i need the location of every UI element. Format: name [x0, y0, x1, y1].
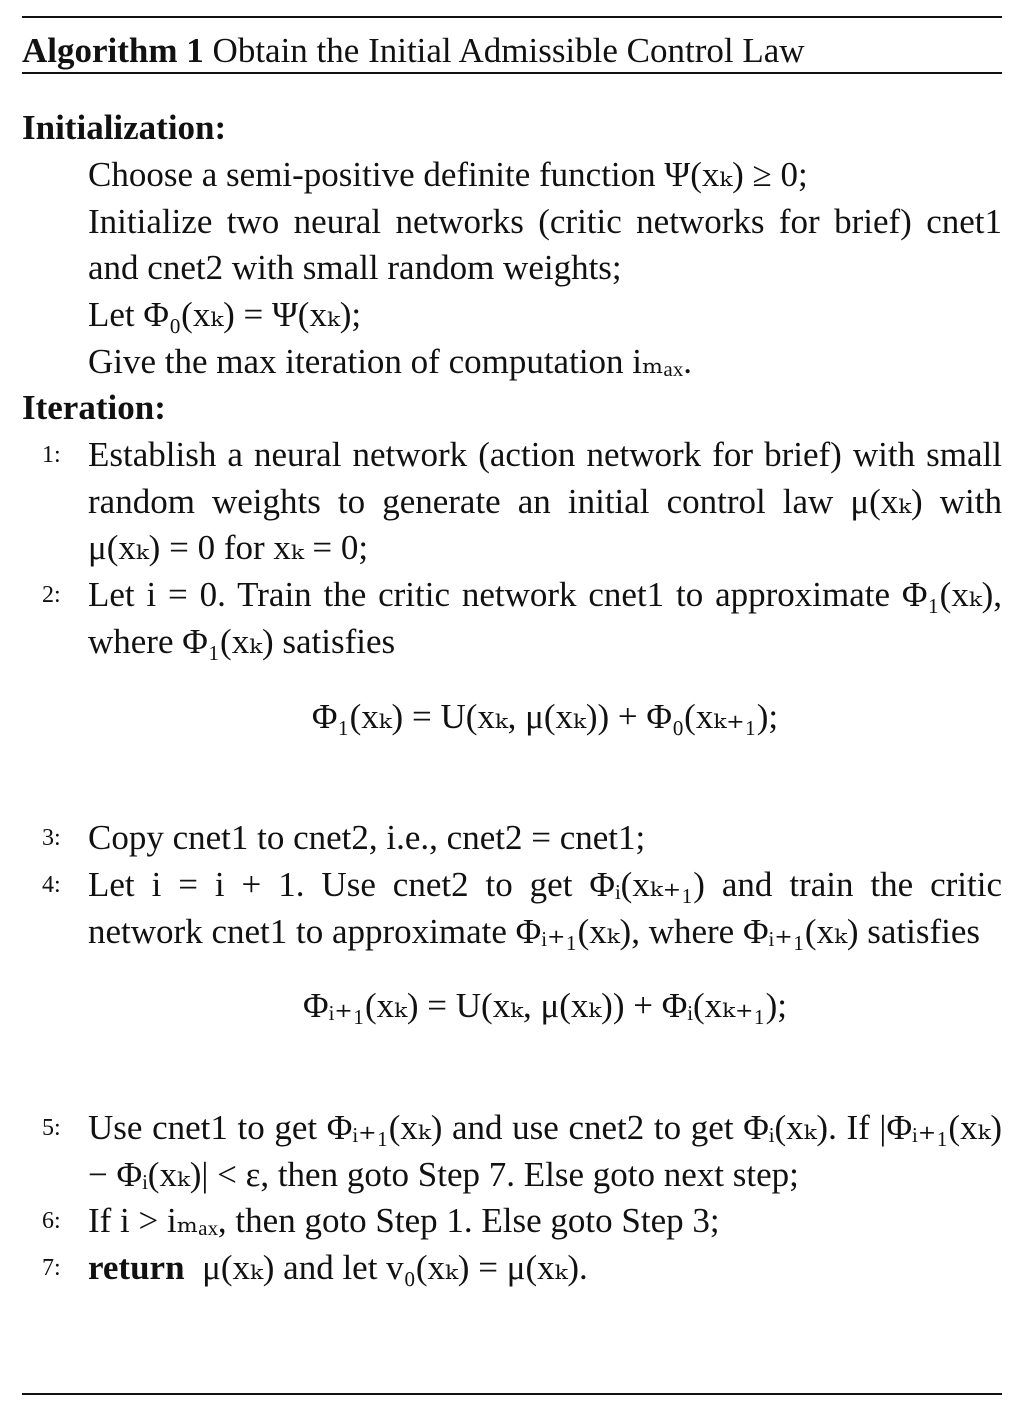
- initialization-title: Initialization:: [22, 108, 227, 147]
- step-2: [22, 572, 1002, 665]
- return-expression: μ(xₖ) and let v₀(xₖ) = μ(xₖ).: [202, 1248, 588, 1288]
- step-5: [22, 1105, 1002, 1198]
- step-number: 7:: [42, 1255, 61, 1282]
- step-6: [22, 1198, 1002, 1245]
- init-line-3: Let Φ₀(xₖ) = Ψ(xₖ);: [88, 295, 362, 335]
- step-text: Let i = i + 1. Use cnet2 to get Φᵢ(xₖ₊₁) and train the critic network cnet1 to approximate Φᵢ₊₁(xₖ), where Φᵢ₊₁(xₖ) satisfies: [88, 864, 1002, 951]
- return-keyword: return: [88, 1248, 185, 1288]
- iteration-title: Iteration:: [22, 388, 166, 427]
- step-number: 4:: [42, 871, 61, 898]
- step-text: [88, 1245, 1002, 1292]
- step-text: If i > iₘₐₓ, then goto Step 1. Else goto Step 3;: [88, 1201, 720, 1241]
- top-rule: [22, 16, 1002, 18]
- step-3: [22, 815, 1002, 862]
- step-number: 2:: [42, 582, 61, 609]
- init-line-2: Initialize two neural networks (critic networks for brief) cnet1 and cnet2 with small random weights;: [88, 201, 1002, 288]
- step-7: [22, 1245, 1002, 1292]
- step-number: 3:: [42, 825, 61, 852]
- step-number: 5:: [42, 1115, 61, 1142]
- equation-step-4: Φᵢ₊₁(xₖ) = U(xₖ, μ(xₖ)) + Φᵢ(xₖ₊₁);: [302, 986, 788, 1026]
- initialization-block: [88, 152, 1002, 386]
- step-text: Establish a neural network (action network for brief) with small random weights to generate an initial control law μ(xₖ) with μ(xₖ) = 0 for xₖ = 0;: [88, 435, 1002, 568]
- bottom-rule: [22, 1393, 1002, 1395]
- iteration-block: [22, 432, 1002, 1292]
- step-number: 6:: [42, 1208, 61, 1235]
- algorithm-title: Obtain the Initial Admissible Control Law: [212, 31, 805, 70]
- algorithm-label: Algorithm 1: [22, 31, 204, 70]
- header-rule: [22, 72, 1002, 74]
- algorithm-header: [22, 28, 805, 75]
- init-line-1: Choose a semi-positive definite function Ψ(xₖ) ≥ 0;: [88, 155, 808, 194]
- step-text: Let i = 0. Train the critic network cnet1 to approximate Φ₁(xₖ), where Φ₁(xₖ) satisfies: [88, 575, 1002, 661]
- equation-step-2: Φ₁(xₖ) = U(xₖ, μ(xₖ)) + Φ₀(xₖ₊₁);: [311, 696, 779, 736]
- step-4: [22, 862, 1002, 955]
- step-1: [22, 432, 1002, 572]
- step-number: 1:: [42, 442, 61, 468]
- step-text: Use cnet1 to get Φᵢ₊₁(xₖ) and use cnet2 to get Φᵢ(xₖ). If |Φᵢ₊₁(xₖ) − Φᵢ(xₖ)| < ε, then goto Step 7. Else goto next step;: [88, 1108, 1002, 1194]
- step-text: Copy cnet1 to cnet2, i.e., cnet2 = cnet1;: [88, 818, 646, 858]
- init-line-4: Give the max iteration of computation iₘₐₓ.: [88, 341, 692, 381]
